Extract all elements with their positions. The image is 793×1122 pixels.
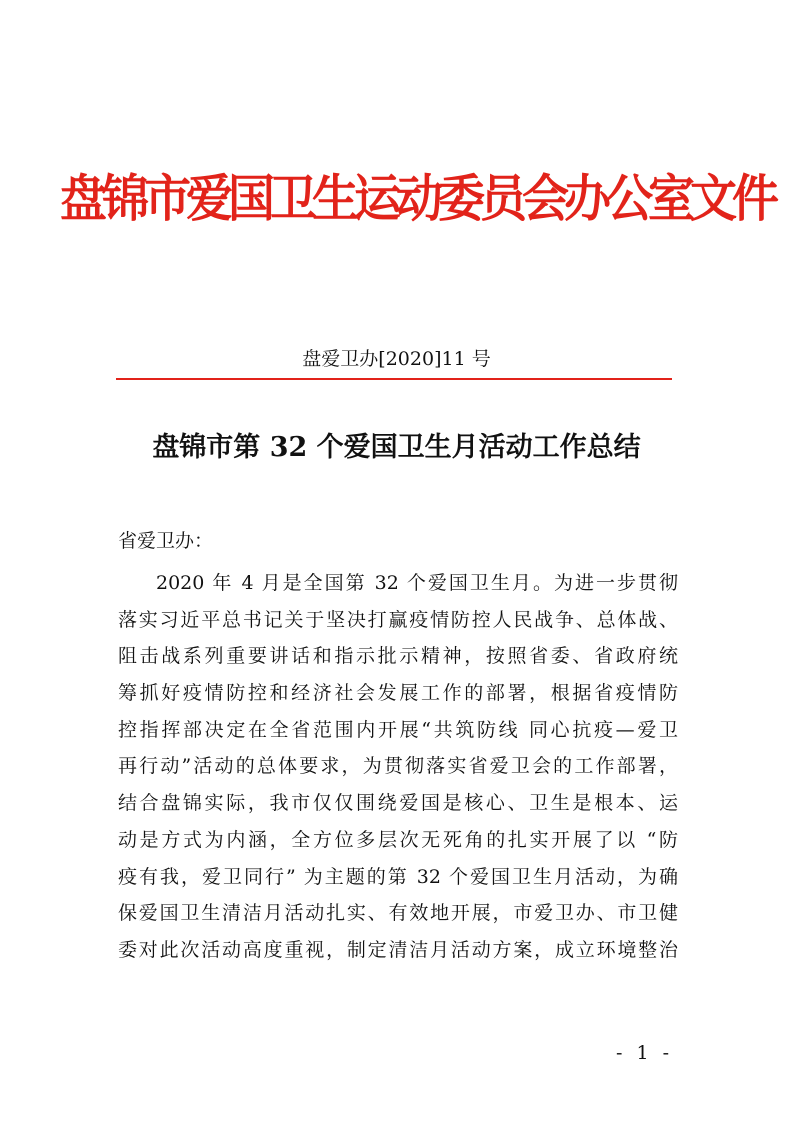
body-line: 2020 年 4 月是全国第 32 个爱国卫生月。为进一步贯彻 — [156, 572, 678, 594]
body-line: 动是方式为内涵，全方位多层次无死角的扎实开展了以 “防 — [118, 828, 678, 851]
red-divider-line — [116, 378, 672, 380]
salutation: 省爱卫办： — [118, 530, 214, 552]
body-line: 委对此次活动高度重视，制定清洁月活动方案，成立环境整治 — [118, 938, 678, 961]
document-number: 盘爱卫办[2020]11 号 — [302, 348, 491, 370]
page-number: - 1 - — [616, 1042, 674, 1064]
body-line: 结合盘锦实际，我市仅仅围绕爱国是核心、卫生是根本、运 — [118, 792, 678, 815]
body-line: 疫有我，爱卫同行” 为主题的第 32 个爱国卫生月活动，为确 — [118, 865, 678, 888]
body-line: 控指挥部决定在全省范围内开展“共筑防线 同心抗疫—爱卫 — [118, 718, 678, 741]
issuer-header-title: 盘锦市爱国卫生运动委员会办公室文件 — [60, 169, 774, 230]
body-line: 筹抓好疫情防控和经济社会发展工作的部署，根据省疫情防 — [118, 682, 678, 705]
body-line: 落实习近平总书记关于坚决打赢疫情防控人民战争、总体战、 — [118, 608, 678, 631]
body-line: 保爱国卫生清洁月活动扎实、有效地开展，市爱卫办、市卫健 — [118, 902, 678, 925]
body-line: 阻击战系列重要讲话和指示批示精神，按照省委、省政府统 — [118, 645, 678, 668]
document-title: 盘锦市第 32 个爱国卫生月活动工作总结 — [152, 432, 641, 463]
body-text — [118, 565, 678, 969]
body-line: 再行动”活动的总体要求，为贯彻落实省爱卫会的工作部署， — [118, 755, 678, 778]
